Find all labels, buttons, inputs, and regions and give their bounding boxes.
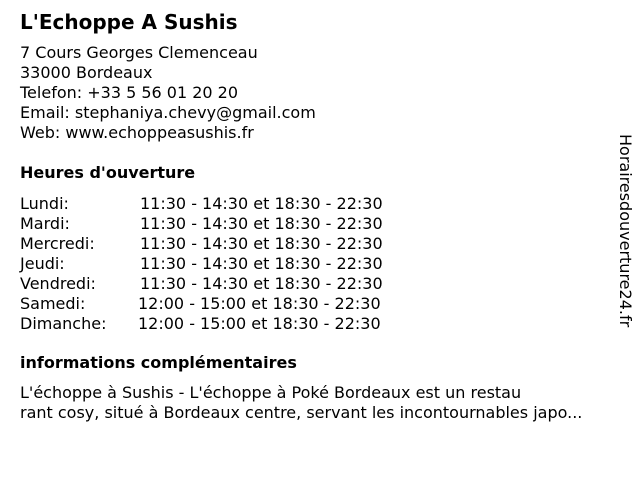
contact-block bbox=[20, 43, 316, 143]
hours-heading: Heures d'ouverture bbox=[20, 163, 196, 182]
hours-value: 12:00 - 15:00 et 18:30 - 22:30 bbox=[138, 294, 381, 313]
hours-value: 11:30 - 14:30 et 18:30 - 22:30 bbox=[140, 194, 383, 213]
hours-value: 11:30 - 14:30 et 18:30 - 22:30 bbox=[140, 254, 383, 273]
site-watermark bbox=[610, 134, 640, 344]
day-label: Mardi: bbox=[20, 214, 70, 233]
day-label: Vendredi: bbox=[20, 274, 96, 293]
info-heading: informations complémentaires bbox=[20, 353, 297, 372]
phone-line: Telefon: +33 5 56 01 20 20 bbox=[20, 83, 239, 102]
day-label: Dimanche: bbox=[20, 314, 107, 333]
web-line: Web: www.echoppeasushis.fr bbox=[20, 123, 254, 142]
address-street: 7 Cours Georges Clemenceau bbox=[20, 43, 258, 62]
hours-value: 11:30 - 14:30 et 18:30 - 22:30 bbox=[140, 214, 383, 233]
address-city: 33000 Bordeaux bbox=[20, 63, 153, 82]
day-label: Lundi: bbox=[20, 194, 69, 213]
info-line: L'échoppe à Sushis - L'échoppe à Poké Bordeaux est un restau bbox=[20, 383, 522, 402]
day-label: Jeudi: bbox=[20, 254, 65, 273]
email-line: Email: stephaniya.chevy@gmail.com bbox=[20, 103, 316, 122]
business-name: L'Echoppe A Sushis bbox=[20, 10, 238, 34]
hours-value: 11:30 - 14:30 et 18:30 - 22:30 bbox=[140, 234, 383, 253]
day-label: Samedi: bbox=[20, 294, 86, 313]
watermark-text: Horairesdouverture24.fr bbox=[616, 134, 635, 328]
hours-value: 12:00 - 15:00 et 18:30 - 22:30 bbox=[138, 314, 381, 333]
info-description bbox=[20, 383, 582, 423]
day-label: Mercredi: bbox=[20, 234, 95, 253]
info-line: rant cosy, situé à Bordeaux centre, servant les incontournables japo... bbox=[20, 403, 583, 422]
hours-value: 11:30 - 14:30 et 18:30 - 22:30 bbox=[140, 274, 383, 293]
